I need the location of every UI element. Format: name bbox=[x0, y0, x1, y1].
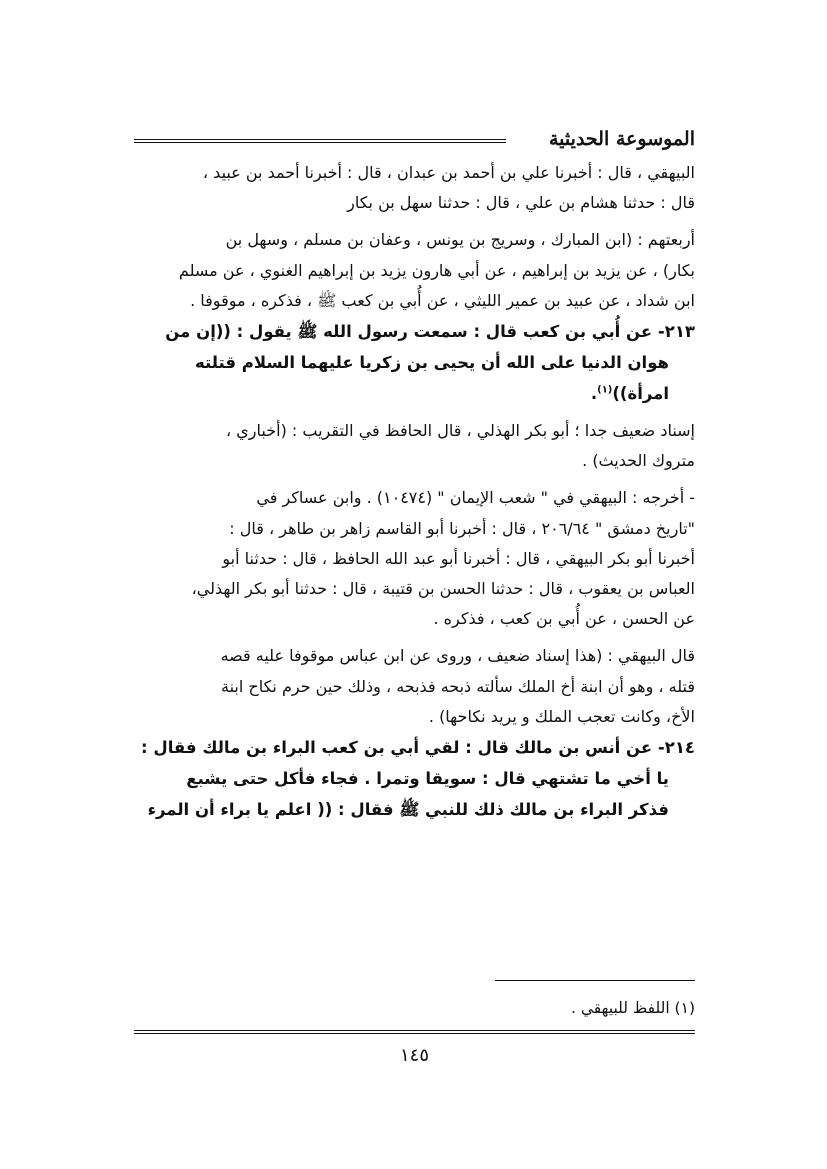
hadith-214 bbox=[134, 732, 695, 825]
text-line: إسناد ضعيف جدا ؛ أبو بكر الهذلي ، قال الحافظ في التقريب : (أخباري ، bbox=[226, 421, 695, 441]
hadith-line bbox=[134, 378, 695, 409]
text-line: قال : حدثنا هشام بن علي ، قال : حدثنا سهل بن بكار bbox=[347, 193, 695, 213]
paragraph-four-narrators bbox=[134, 225, 695, 316]
paragraph-chain-continuation bbox=[134, 158, 695, 218]
hadith-line: فذكر البراء بن مالك ذلك للنبي ﷺ فقال : (( اعلم يا براء أن المرء bbox=[147, 800, 669, 820]
text-line: قال البيهقي : (هذا إسناد ضعيف ، وروى عن ابن عباس موقوفا عليه قصه bbox=[220, 646, 695, 666]
text-line: أربعتهم : (ابن المبارك ، وسريج بن يونس ، وعفان بن مسلم ، وسهل بن bbox=[225, 230, 695, 250]
hadith-line: يا أخي ما تشتهي قال : سويقا وتمرا . فجاء فأكل حتى يشبع bbox=[186, 769, 669, 789]
text-line: البيهقي ، قال : أخبرنا علي بن أحمد بن عبدان ، قال : أخبرنا أحمد بن عبيد ، bbox=[202, 163, 695, 182]
running-header bbox=[134, 126, 695, 152]
hadith-number: ٢١٤- bbox=[657, 738, 695, 758]
paragraph-takhrij bbox=[134, 483, 695, 634]
hadith-213 bbox=[134, 316, 695, 409]
text-line: الأخ، وكانت تعجب الملك و يريد نكاحها) . bbox=[428, 706, 695, 726]
header-rule bbox=[134, 139, 506, 143]
hadith-text: امرأة)) bbox=[612, 384, 669, 404]
text-line: ابن شداد ، عن عبيد بن عمير الليثي ، عن أُبي بن كعب ﷺ ، فذكره ، موقوفا . bbox=[190, 290, 695, 310]
paragraph-bayhaqi-comment bbox=[134, 641, 695, 732]
hadith-text: عن أُبي بن كعب قال : سمعت رسول الله ﷺ يقول : ((إن من bbox=[165, 322, 653, 342]
hadith-line bbox=[134, 316, 695, 347]
hadith-line: هوان الدنيا على الله أن يحيى بن زكريا عليهما السلام قتلته bbox=[195, 353, 669, 373]
text-line: قتله ، وهو أن ابنة أخ الملك سألته ذبحه فذبحه ، وذلك حين حرم نكاح ابنة bbox=[220, 676, 695, 696]
main-text bbox=[134, 158, 695, 825]
text-line: العباس بن يعقوب ، قال : حدثنا الحسن بن قتيبة ، قال : حدثنا أبو بكر الهذلي، bbox=[191, 579, 695, 599]
text-line: بكار) ، عن يزيد بن إبراهيم ، عن أبي هارون يزيد بن إبراهيم الغنوي ، عن مسلم bbox=[178, 260, 695, 280]
text-line: متروك الحديث) . bbox=[582, 451, 695, 471]
footnote-separator bbox=[495, 980, 695, 981]
hadith-text: عن أنس بن مالك قال : لقي أبي بن كعب البراء بن مالك فقال : bbox=[141, 738, 653, 758]
footnote-reference: (١) bbox=[597, 384, 613, 396]
text-line: - أخرجه : البيهقي في " شعب الإيمان " (١٠٤٧٤) . وابن عساكر في bbox=[256, 488, 695, 508]
hadith-text-end: . bbox=[590, 384, 598, 404]
book-page bbox=[134, 120, 695, 1080]
footnote: (١) اللفظ للبيهقي . bbox=[571, 999, 695, 1017]
hadith-line bbox=[134, 732, 695, 763]
header-title: الموسوعة الحديثية bbox=[549, 128, 695, 150]
page-number: ١٤٥ bbox=[399, 1045, 429, 1066]
hadith-number: ٢١٣- bbox=[657, 322, 695, 342]
text-line: أخبرنا أبو بكر البيهقي ، قال : أخبرنا أبو عبد الله الحافظ ، قال : حدثنا أبو bbox=[222, 548, 695, 568]
text-line: "تاريخ دمشق " ٢٠٦/٦٤ ، قال : أخبرنا أبو القاسم زاهر بن طاهر ، قال : bbox=[229, 518, 695, 538]
paragraph-isnad-grade bbox=[134, 416, 695, 476]
footer-rule bbox=[134, 1030, 695, 1034]
text-line: عن الحسن ، عن أُبي بن كعب ، فذكره . bbox=[433, 609, 695, 629]
